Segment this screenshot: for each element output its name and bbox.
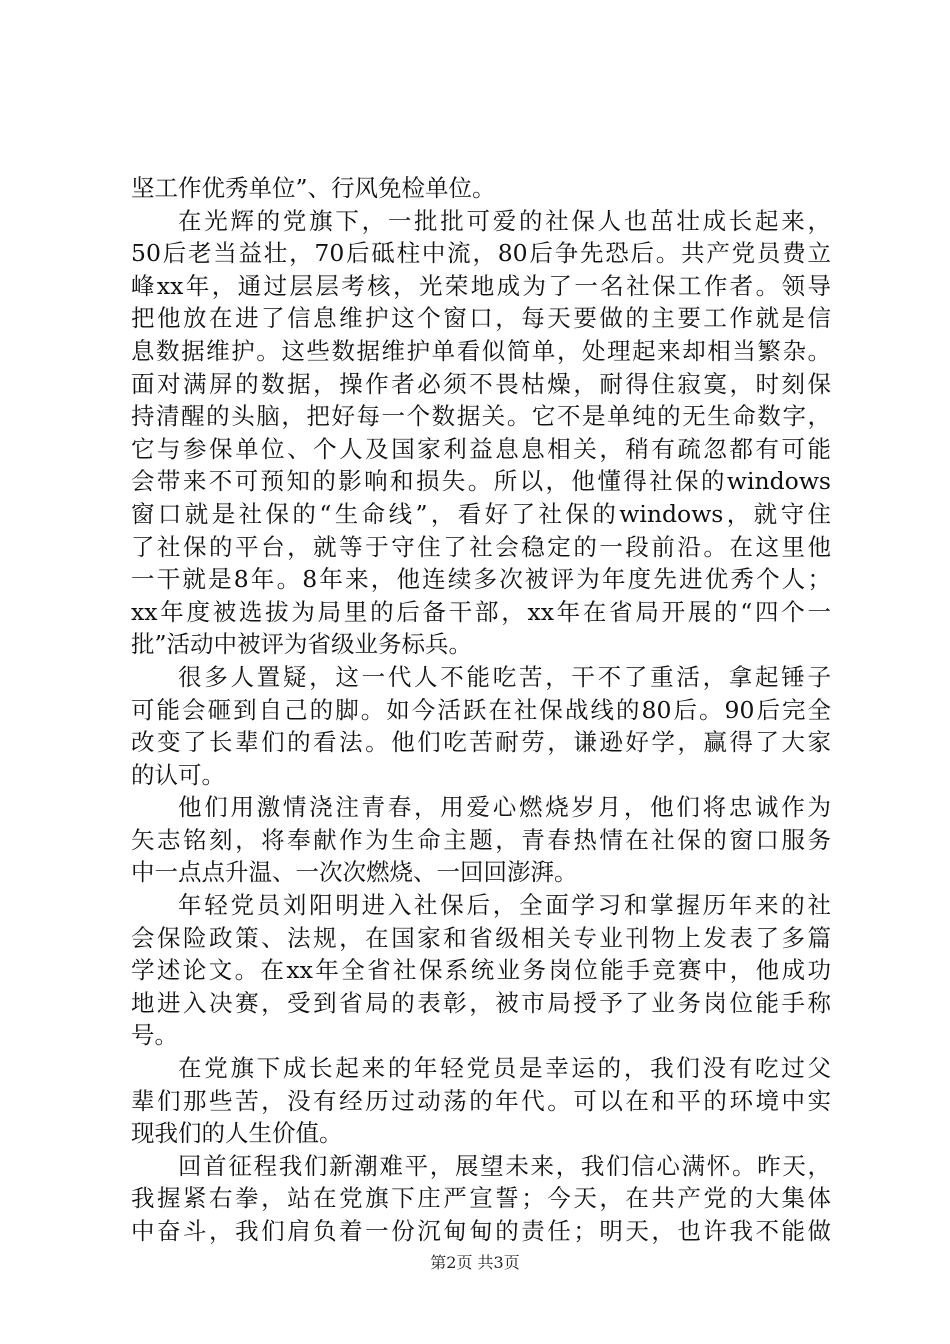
text-line: 学述论文。在xx年全省社保系统业务岗位能手竞赛中，他成功 <box>131 956 831 985</box>
text-line: 息数据维护。这些数据维护单看似简单，处理起来却相当繁杂。 <box>131 336 831 365</box>
text-line: 批”活动中被评为省级业务标兵。 <box>131 630 473 659</box>
text-line: 中奋斗，我们肩负着一份沉甸甸的责任；明天，也许我不能做 <box>131 1217 831 1245</box>
text-line: 会保险政策、法规，在国家和省级相关专业刊物上发表了多篇 <box>131 923 831 952</box>
text-line: 地进入决赛，受到省局的表彰，被市局授予了业务岗位能手称 <box>131 988 831 1017</box>
text-line: 在光辉的党旗下，一批批可爱的社保人也茁壮成长起来， <box>178 206 831 235</box>
text-line: 辈们那些苦，没有经历过动荡的年代。可以在和平的环境中实 <box>131 1086 831 1115</box>
text-line: 会带来不可预知的影响和损失。所以，他懂得社保的windows <box>131 467 831 496</box>
text-line: 矢志铭刻，将奉献作为生命主题，青春热情在社保的窗口服务 <box>131 825 831 854</box>
text-line: 我握紧右拳，站在党旗下庄严宣誓；今天，在共产党的大集体 <box>131 1184 831 1213</box>
text-line: 现我们的人生价值。 <box>131 1119 343 1148</box>
body-text <box>131 172 831 1248</box>
text-line: 了社保的平台，就等于守住了社会稳定的一段前沿。在这里他 <box>131 532 831 561</box>
text-line: xx年度被选拔为局里的后备干部，xx年在省局开展的“四个一 <box>131 597 831 626</box>
text-line: 坚工作优秀单位”、行风免检单位。 <box>131 174 496 202</box>
text-line: 持清醒的头脑，把好每一个数据关。它不是单纯的无生命数字， <box>131 402 831 431</box>
text-line: 50后老当益壮，70后砥柱中流，80后争先恐后。共产党员费立 <box>131 239 831 268</box>
text-line: 改变了长辈们的看法。他们吃苦耐劳，谦逊好学，赢得了大家 <box>131 728 831 757</box>
page-footer: 第2页 共3页 <box>430 1253 520 1272</box>
text-line: 年轻党员刘阳明进入社保后，全面学习和掌握历年来的社 <box>178 891 831 920</box>
text-line: 中一点点升温、一次次燃烧、一回回澎湃。 <box>131 858 578 887</box>
text-line: 把他放在进了信息维护这个窗口，每天要做的主要工作就是信 <box>131 304 831 333</box>
text-line: 窗口就是社保的“生命线”，看好了社保的windows，就守住 <box>131 499 831 528</box>
text-line: 很多人置疑，这一代人不能吃苦，干不了重活，拿起锤子 <box>178 662 831 691</box>
text-line: 峰xx年，通过层层考核，光荣地成为了一名社保工作者。领导 <box>131 271 831 300</box>
text-line: 可能会砸到自己的脚。如今活跃在社保战线的80后。90后完全 <box>131 695 831 724</box>
text-line: 号。 <box>131 1021 178 1050</box>
text-line: 回首征程我们新潮难平，展望未来，我们信心满怀。昨天， <box>178 1151 831 1180</box>
text-line: 一干就是8年。8年来，他连续多次被评为年度先进优秀个人； <box>131 565 831 594</box>
text-line: 在党旗下成长起来的年轻党员是幸运的，我们没有吃过父 <box>178 1054 831 1083</box>
text-line: 它与参保单位、个人及国家利益息息相关，稍有疏忽都有可能 <box>131 434 831 463</box>
text-line: 的认可。 <box>131 760 225 789</box>
text-line: 他们用激情浇注青春，用爱心燃烧岁月，他们将忠诚作为 <box>178 793 831 822</box>
text-line: 面对满屏的数据，操作者必须不畏枯燥，耐得住寂寞，时刻保 <box>131 369 831 398</box>
